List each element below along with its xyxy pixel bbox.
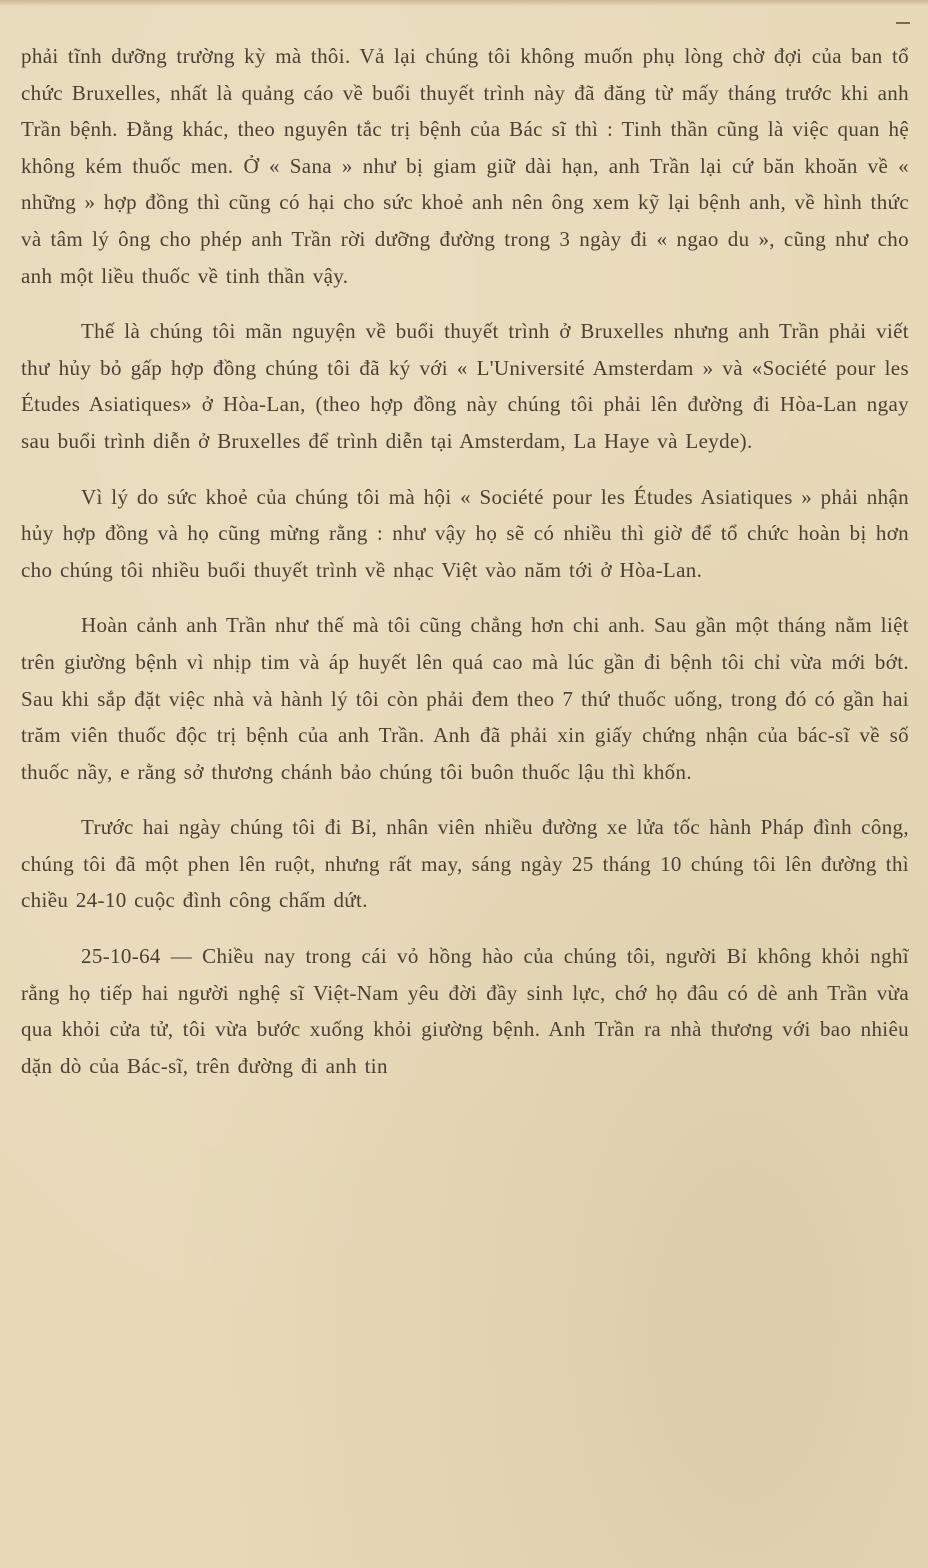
body-text	[21, 38, 909, 1084]
paragraph-3: Vì lý do sức khoẻ của chúng tôi mà hội « Société pour les Études Asiatiques » phải nhận hủy hợp đồng và họ cũng mừng rằng : như vậy họ sẽ có nhiều thì giờ để tổ chức hoàn bị hơn cho chúng tôi nhiều buổi thuyết trình về nhạc Việt vào năm tới ở Hòa-Lan.	[21, 484, 909, 582]
paragraph-6: 25-10-64 — Chiều nay trong cái vỏ hồng hào của chúng tôi, người Bỉ không khỏi nghĩ rằng họ tiếp hai người nghệ sĩ Việt-Nam yêu đời đầy sinh lực, chớ họ đâu có dè anh Trần vừa qua khỏi cửa tử, tôi vừa bước xuống khỏi giường bệnh. Anh Trần ra nhà thương với bao nhiêu dặn dò của Bác-sĩ, trên đường đi anh tin	[21, 944, 909, 1078]
page-edge-mark	[896, 22, 910, 24]
paragraph-5: Trước hai ngày chúng tôi đi Bỉ, nhân viên nhiều đường xe lửa tốc hành Pháp đình công, chúng tôi đã một phen lên ruột, nhưng rất may, sáng ngày 25 tháng 10 chúng tôi lên đường thì chiều 24-10 cuộc đình công chấm dứt.	[21, 815, 909, 913]
page-top-edge	[0, 0, 928, 6]
paragraph-4: Hoàn cảnh anh Trần như thế mà tôi cũng chẳng hơn chi anh. Sau gần một tháng nằm liệt trên giường bệnh vì nhịp tim và áp huyết lên quá cao mà lúc gần đi bệnh tôi chỉ vừa mới bớt. Sau khi sắp đặt việc nhà và hành lý tôi còn phải đem theo 7 thứ thuốc uống, trong đó có gần hai trăm viên thuốc độc trị bệnh của anh Trần. Anh đã phải xin giấy chứng nhận của bác-sĩ về số thuốc nầy, e rằng sở thương chánh bảo chúng tôi buôn thuốc lậu thì khốn.	[21, 613, 909, 784]
paragraph-1: phải tĩnh dưỡng trường kỳ mà thôi. Vả lại chúng tôi không muốn phụ lòng chờ đợi của ban tổ chức Bruxelles, nhất là quảng cáo về buổi thuyết trình này đã đăng từ mấy tháng trước khi anh Trần bệnh. Đằng khác, theo nguyên tắc trị bệnh của Bác sĩ thì : Tinh thần cũng là việc quan hệ không kém thuốc men. Ở « Sana » như bị giam giữ dài hạn, anh Trần lại cứ băn khoăn về « những » hợp đồng thì cũng có hại cho sức khoẻ anh nên ông xem kỹ lại bệnh anh, về hình thức và tâm lý ông cho phép anh Trần rời dưỡng đường trong 3 ngày đi « ngao du », cũng như cho anh một liều thuốc về tinh thần vậy.	[21, 44, 909, 288]
paragraph-2: Thế là chúng tôi mãn nguyện về buổi thuyết trình ở Bruxelles nhưng anh Trần phải viết thư hủy bỏ gấp hợp đồng chúng tôi đã ký với « L'Université Amsterdam » và «Société pour les Études Asiatiques» ở Hòa-Lan, (theo hợp đồng này chúng tôi phải lên đường đi Hòa-Lan ngay sau buổi trình diễn ở Bruxelles để trình diễn tại Amsterdam, La Haye và Leyde).	[21, 319, 909, 453]
